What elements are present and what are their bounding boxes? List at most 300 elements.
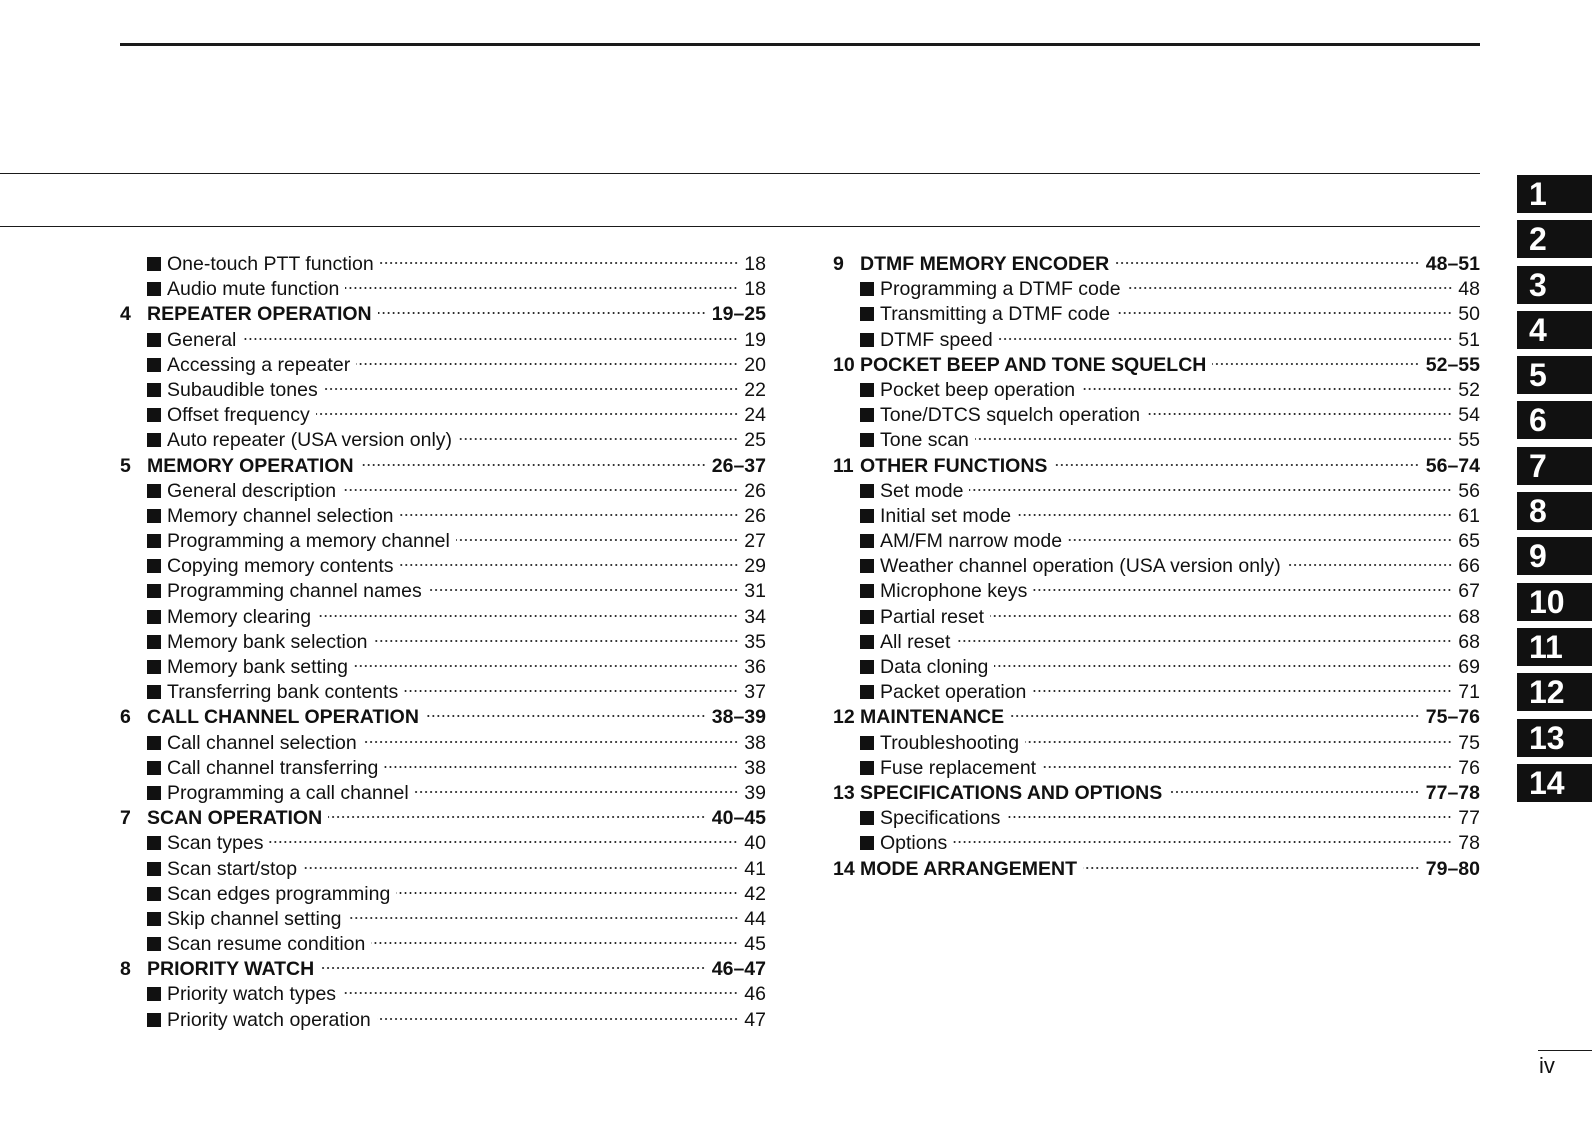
title-text: DTMF speed (880, 328, 993, 351)
toc-section-row[interactable] (120, 428, 766, 453)
section-title (833, 378, 1075, 403)
dot-leader (360, 462, 706, 468)
title-text: REPEATER OPERATION (147, 303, 372, 326)
title-text: Auto repeater (USA version only) (167, 429, 453, 452)
section-title (120, 756, 378, 781)
section-title (120, 428, 452, 453)
dot-leader (328, 814, 706, 820)
dot-leader (348, 915, 739, 921)
dot-leader (1025, 739, 1452, 745)
chapter-tab-6[interactable]: 6 (1517, 401, 1592, 439)
page-ref: 56 (1458, 479, 1480, 502)
square-bullet-icon (860, 307, 874, 321)
page-ref: 36 (744, 656, 766, 678)
dot-leader (400, 562, 739, 568)
toc-section-row[interactable] (833, 756, 1480, 781)
dot-leader (1053, 462, 1419, 468)
toc-section-row[interactable] (833, 579, 1480, 604)
title-text: DTMF MEMORY ENCODER (860, 253, 1110, 275)
page-ref: 31 (744, 580, 766, 603)
title-text: General description (167, 479, 337, 502)
toc-section-row[interactable] (833, 605, 1480, 630)
square-bullet-icon (147, 559, 161, 573)
toc-section-row[interactable] (833, 806, 1480, 831)
square-bullet-icon (860, 509, 874, 523)
toc-section-row[interactable] (120, 630, 766, 655)
title-text: Subaudible tones (167, 378, 318, 401)
square-bullet-icon (860, 761, 874, 775)
toc-section-row[interactable] (120, 378, 766, 403)
title-text: Programming channel names (167, 580, 422, 603)
title-text: Call channel selection (167, 731, 357, 754)
page-ref: 77 (1458, 807, 1480, 830)
page-ref: 66 (1458, 555, 1480, 578)
dot-leader (953, 839, 1452, 845)
chapter-tab-1[interactable]: 1 (1517, 175, 1592, 213)
title-text: Fuse replacement (880, 756, 1037, 779)
section-title (120, 378, 318, 403)
page-ref: 40 (744, 832, 766, 855)
square-bullet-icon (147, 610, 161, 624)
toc-section-row[interactable] (120, 680, 766, 705)
title-text: Audio mute function (167, 278, 340, 301)
title-text: Transmitting a DTMF code (880, 303, 1111, 326)
chapter-title (860, 454, 1047, 479)
section-title (120, 680, 398, 705)
square-bullet-icon (860, 635, 874, 649)
title-text: Options (880, 832, 948, 855)
dot-leader (956, 638, 1452, 644)
dot-leader (317, 613, 738, 619)
square-bullet-icon (147, 912, 161, 926)
page-ref: 19–25 (711, 303, 766, 326)
square-bullet-icon (860, 559, 874, 573)
title-text: Specifications (880, 807, 1001, 830)
chapter-tab-3[interactable]: 3 (1517, 266, 1592, 304)
chapter-title (860, 857, 1077, 882)
section-title (833, 504, 1011, 529)
page-ref: 68 (1458, 630, 1480, 653)
square-bullet-icon (147, 786, 161, 800)
page-ref: 20 (744, 353, 766, 376)
title-text: All reset (880, 630, 951, 653)
dot-leader (1146, 411, 1452, 417)
toc-section-row[interactable] (833, 655, 1480, 680)
toc-chapter-row[interactable] (120, 957, 766, 982)
section-title (833, 479, 963, 504)
square-bullet-icon (860, 534, 874, 548)
section-title (120, 781, 409, 806)
dot-leader (458, 436, 738, 442)
toc-chapter-row[interactable] (833, 252, 1480, 277)
toc-section-row[interactable] (120, 252, 766, 277)
page-ref: 29 (744, 555, 766, 578)
square-bullet-icon (147, 1013, 161, 1027)
page-ref: 47 (744, 1008, 766, 1031)
square-bullet-icon (147, 987, 161, 1001)
page-ref: 24 (744, 404, 766, 427)
section-title (120, 554, 394, 579)
toc-chapter-row[interactable] (833, 454, 1480, 479)
square-bullet-icon (860, 836, 874, 850)
square-bullet-icon (147, 282, 161, 296)
toc-section-row[interactable] (120, 529, 766, 554)
square-bullet-icon (147, 836, 161, 850)
page-ref: 52–55 (1425, 353, 1480, 376)
chapter-number: 5 (120, 454, 131, 477)
dot-leader (269, 839, 738, 845)
chapter-number: 8 (120, 958, 131, 981)
chapter-title (147, 705, 419, 730)
toc-chapter-row[interactable] (120, 806, 766, 831)
square-bullet-icon (147, 635, 161, 649)
square-bullet-icon (860, 433, 874, 447)
title-text: Programming a DTMF code (880, 278, 1121, 301)
dot-leader (374, 638, 739, 644)
page-ref: 54 (1458, 404, 1480, 427)
toc-chapter-row[interactable] (833, 705, 1480, 730)
dot-leader (1033, 587, 1452, 593)
page-ref: 48–51 (1425, 253, 1480, 275)
toc-chapter-row[interactable] (120, 705, 766, 730)
chapter-title (147, 957, 314, 982)
page-ref: 55 (1458, 429, 1480, 452)
page-ref: 37 (744, 681, 766, 704)
toc-left-column (120, 252, 766, 1033)
title-text: PRIORITY WATCH (147, 958, 315, 981)
square-bullet-icon (860, 660, 874, 674)
title-text: MODE ARRANGEMENT (860, 857, 1078, 880)
square-bullet-icon (860, 736, 874, 750)
section-title (120, 504, 394, 529)
section-title (120, 252, 374, 277)
top-rule (120, 43, 1480, 46)
dot-leader (371, 940, 738, 946)
header-rule-upper (0, 173, 1480, 174)
section-title (833, 428, 969, 453)
page-ref: 78 (1458, 832, 1480, 855)
title-text: Tone scan (880, 429, 969, 452)
title-text: Set mode (880, 479, 964, 502)
chapter-title (860, 252, 1109, 277)
toc-section-row[interactable] (833, 529, 1480, 554)
page-ref: 61 (1458, 504, 1480, 527)
toc-section-row[interactable] (120, 857, 766, 882)
chapter-title (147, 806, 322, 831)
section-title (120, 831, 263, 856)
page-ref: 79–80 (1425, 857, 1480, 880)
section-title (833, 731, 1019, 756)
chapter-tab-10[interactable]: 10 (1517, 583, 1592, 621)
header-rule-lower (0, 226, 1480, 227)
square-bullet-icon (147, 862, 161, 876)
toc-section-row[interactable] (833, 302, 1480, 327)
dot-leader (354, 663, 738, 669)
section-title (120, 655, 348, 680)
title-text: Priority watch operation (167, 1008, 371, 1031)
title-text: CALL CHANNEL OPERATION (147, 706, 419, 729)
section-title (833, 277, 1121, 302)
page-ref: 68 (1458, 605, 1480, 628)
dot-leader (404, 688, 738, 694)
chapter-tab-4[interactable]: 4 (1517, 311, 1592, 349)
toc-chapter-row[interactable] (833, 781, 1480, 806)
square-bullet-icon (860, 282, 874, 296)
dot-leader (1017, 512, 1452, 518)
dot-leader (1083, 865, 1420, 871)
dot-leader (324, 386, 739, 392)
toc-section-row[interactable] (833, 428, 1480, 453)
title-text: Data cloning (880, 656, 989, 678)
dot-leader (342, 990, 738, 996)
section-title (833, 529, 1062, 554)
section-title (833, 756, 1036, 781)
dot-leader (356, 361, 738, 367)
section-title (833, 403, 1140, 428)
toc-section-row[interactable] (120, 403, 766, 428)
title-text: Scan resume condition (167, 933, 366, 956)
page-number-rule (1538, 1050, 1592, 1051)
dot-leader (396, 890, 738, 896)
chapter-number: 14 (833, 857, 855, 880)
toc-section-row[interactable] (120, 907, 766, 932)
chapter-title (860, 705, 1004, 730)
section-title (120, 277, 339, 302)
page-ref: 77–78 (1425, 781, 1480, 804)
toc-section-row[interactable] (120, 882, 766, 907)
page-ref: 18 (744, 278, 766, 301)
chapter-number: 7 (120, 807, 131, 830)
page-ref: 26–37 (711, 454, 766, 477)
dot-leader (1042, 764, 1452, 770)
page-number: iv (1539, 1053, 1555, 1078)
toc-section-row[interactable] (833, 831, 1480, 856)
title-text: POCKET BEEP AND TONE SQUELCH (860, 353, 1207, 376)
toc-section-row[interactable] (120, 554, 766, 579)
page-ref: 40–45 (711, 807, 766, 830)
page-ref: 38–39 (711, 706, 766, 729)
square-bullet-icon (147, 358, 161, 372)
page-ref: 27 (744, 530, 766, 553)
toc-section-row[interactable] (120, 731, 766, 756)
dot-leader (378, 310, 706, 316)
square-bullet-icon (860, 333, 874, 347)
dot-leader (400, 512, 739, 518)
dot-leader (456, 537, 738, 543)
square-bullet-icon (860, 484, 874, 498)
dot-leader (1127, 285, 1453, 291)
toc-section-row[interactable] (120, 605, 766, 630)
toc-section-row[interactable] (833, 328, 1480, 353)
toc-section-row[interactable] (833, 630, 1480, 655)
chapter-number: 6 (120, 706, 131, 729)
toc-chapter-row[interactable] (120, 454, 766, 479)
title-text: Memory bank selection (167, 630, 368, 653)
chapter-number: 12 (833, 706, 855, 729)
toc-section-row[interactable] (833, 378, 1480, 403)
chapter-number: 10 (833, 353, 855, 376)
dot-leader (320, 965, 706, 971)
dot-leader (990, 613, 1452, 619)
chapter-tab-5[interactable]: 5 (1517, 356, 1592, 394)
section-title (833, 630, 950, 655)
title-text: Transferring bank contents (167, 681, 399, 704)
chapter-title (860, 353, 1206, 378)
title-text: Microphone keys (880, 580, 1028, 603)
toc-section-row[interactable] (120, 504, 766, 529)
toc-section-row[interactable] (120, 781, 766, 806)
square-bullet-icon (860, 685, 874, 699)
dot-leader (242, 336, 738, 342)
dot-leader (363, 739, 739, 745)
toc-section-row[interactable] (833, 403, 1480, 428)
page-ref: 50 (1458, 303, 1480, 326)
toc-section-row[interactable] (120, 277, 766, 302)
section-title (120, 882, 390, 907)
chapter-tab-14[interactable]: 14 (1517, 764, 1592, 802)
toc-right-column (833, 252, 1480, 882)
dot-leader (1116, 310, 1452, 316)
section-title (120, 932, 365, 957)
square-bullet-icon (860, 811, 874, 825)
toc-section-row[interactable] (120, 982, 766, 1007)
square-bullet-icon (147, 408, 161, 422)
toc-section-row[interactable] (120, 579, 766, 604)
title-text: Memory clearing (167, 605, 312, 628)
toc-section-row[interactable] (120, 1008, 766, 1033)
toc-chapter-row[interactable] (833, 857, 1480, 882)
section-title (833, 806, 1000, 831)
toc-section-row[interactable] (120, 479, 766, 504)
toc-section-row[interactable] (833, 680, 1480, 705)
page-ref: 71 (1458, 681, 1480, 704)
section-title (120, 403, 310, 428)
toc-section-row[interactable] (833, 277, 1480, 302)
title-text: One-touch PTT function (167, 253, 374, 275)
title-text: MEMORY OPERATION (147, 454, 354, 477)
section-title (120, 1008, 371, 1033)
section-title (833, 680, 1026, 705)
square-bullet-icon (147, 937, 161, 951)
title-text: AM/FM narrow mode (880, 530, 1063, 553)
square-bullet-icon (147, 761, 161, 775)
toc-section-row[interactable] (120, 756, 766, 781)
dot-leader (999, 336, 1453, 342)
title-text: Copying memory contents (167, 555, 394, 578)
dot-leader (969, 487, 1452, 493)
title-text: Pocket beep operation (880, 378, 1076, 401)
toc-section-row[interactable] (833, 731, 1480, 756)
square-bullet-icon (147, 887, 161, 901)
chapter-number: 11 (833, 454, 854, 477)
square-bullet-icon (147, 257, 161, 271)
section-title (120, 731, 357, 756)
page-ref: 39 (744, 781, 766, 804)
section-title (120, 328, 236, 353)
section-title (120, 479, 336, 504)
page-ref: 34 (744, 605, 766, 628)
toc-section-row[interactable] (833, 554, 1480, 579)
title-text: Call channel transferring (167, 756, 379, 779)
section-title (120, 630, 368, 655)
title-text: Initial set mode (880, 504, 1012, 527)
page-ref: 41 (744, 857, 766, 880)
dot-leader (316, 411, 739, 417)
chapter-tab-12[interactable]: 12 (1517, 673, 1592, 711)
page-ref: 65 (1458, 530, 1480, 553)
section-title (120, 982, 336, 1007)
chapter-tab-9[interactable]: 9 (1517, 537, 1592, 575)
dot-leader (975, 436, 1452, 442)
toc-chapter-row[interactable] (120, 302, 766, 327)
page-ref: 56–74 (1425, 454, 1480, 477)
section-title (120, 529, 450, 554)
title-text: Scan edges programming (167, 882, 391, 905)
dot-leader (384, 764, 738, 770)
section-title (833, 302, 1110, 327)
square-bullet-icon (860, 610, 874, 624)
page-ref: 75 (1458, 731, 1480, 754)
square-bullet-icon (147, 509, 161, 523)
page-ref: 42 (744, 882, 766, 905)
toc-chapter-row[interactable] (833, 353, 1480, 378)
dot-leader (428, 587, 739, 593)
dot-leader (345, 285, 738, 291)
chapter-title (147, 302, 372, 327)
page-ref: 18 (744, 253, 766, 275)
dot-leader (1068, 537, 1452, 543)
title-text: Programming a memory channel (167, 530, 450, 553)
chapter-number: 9 (833, 253, 844, 275)
chapter-tab-8[interactable]: 8 (1517, 492, 1592, 530)
page-ref: 69 (1458, 656, 1480, 678)
title-text: OTHER FUNCTIONS (860, 454, 1048, 477)
title-text: Troubleshooting (880, 731, 1020, 754)
title-text: Packet operation (880, 681, 1027, 704)
dot-leader (415, 789, 739, 795)
dot-leader (1212, 361, 1419, 367)
toc-section-row[interactable] (833, 479, 1480, 504)
toc-section-row[interactable] (120, 353, 766, 378)
section-title (833, 554, 1281, 579)
toc-section-row[interactable] (120, 328, 766, 353)
chapter-tab-2[interactable]: 2 (1517, 220, 1592, 258)
title-text: Priority watch types (167, 983, 337, 1006)
square-bullet-icon (860, 584, 874, 598)
chapter-number: 13 (833, 781, 855, 804)
dot-leader (1081, 386, 1452, 392)
page-ref: 45 (744, 933, 766, 956)
title-text: Weather channel operation (USA version only) (880, 555, 1281, 578)
chapter-tab-13[interactable]: 13 (1517, 719, 1592, 757)
dot-leader (1010, 713, 1420, 719)
page-ref: 67 (1458, 580, 1480, 603)
dot-leader (342, 487, 738, 493)
toc-section-row[interactable] (120, 655, 766, 680)
section-title (120, 857, 297, 882)
dot-leader (1168, 789, 1419, 795)
dot-leader (994, 663, 1452, 669)
chapter-tab-11[interactable]: 11 (1517, 628, 1592, 666)
toc-section-row[interactable] (833, 504, 1480, 529)
section-title (120, 353, 350, 378)
toc-section-row[interactable] (120, 932, 766, 957)
toc-section-row[interactable] (120, 831, 766, 856)
page-ref: 46–47 (711, 958, 766, 981)
chapter-tab-7[interactable]: 7 (1517, 447, 1592, 485)
page-ref: 46 (744, 983, 766, 1006)
chapter-tabs (1517, 175, 1592, 809)
